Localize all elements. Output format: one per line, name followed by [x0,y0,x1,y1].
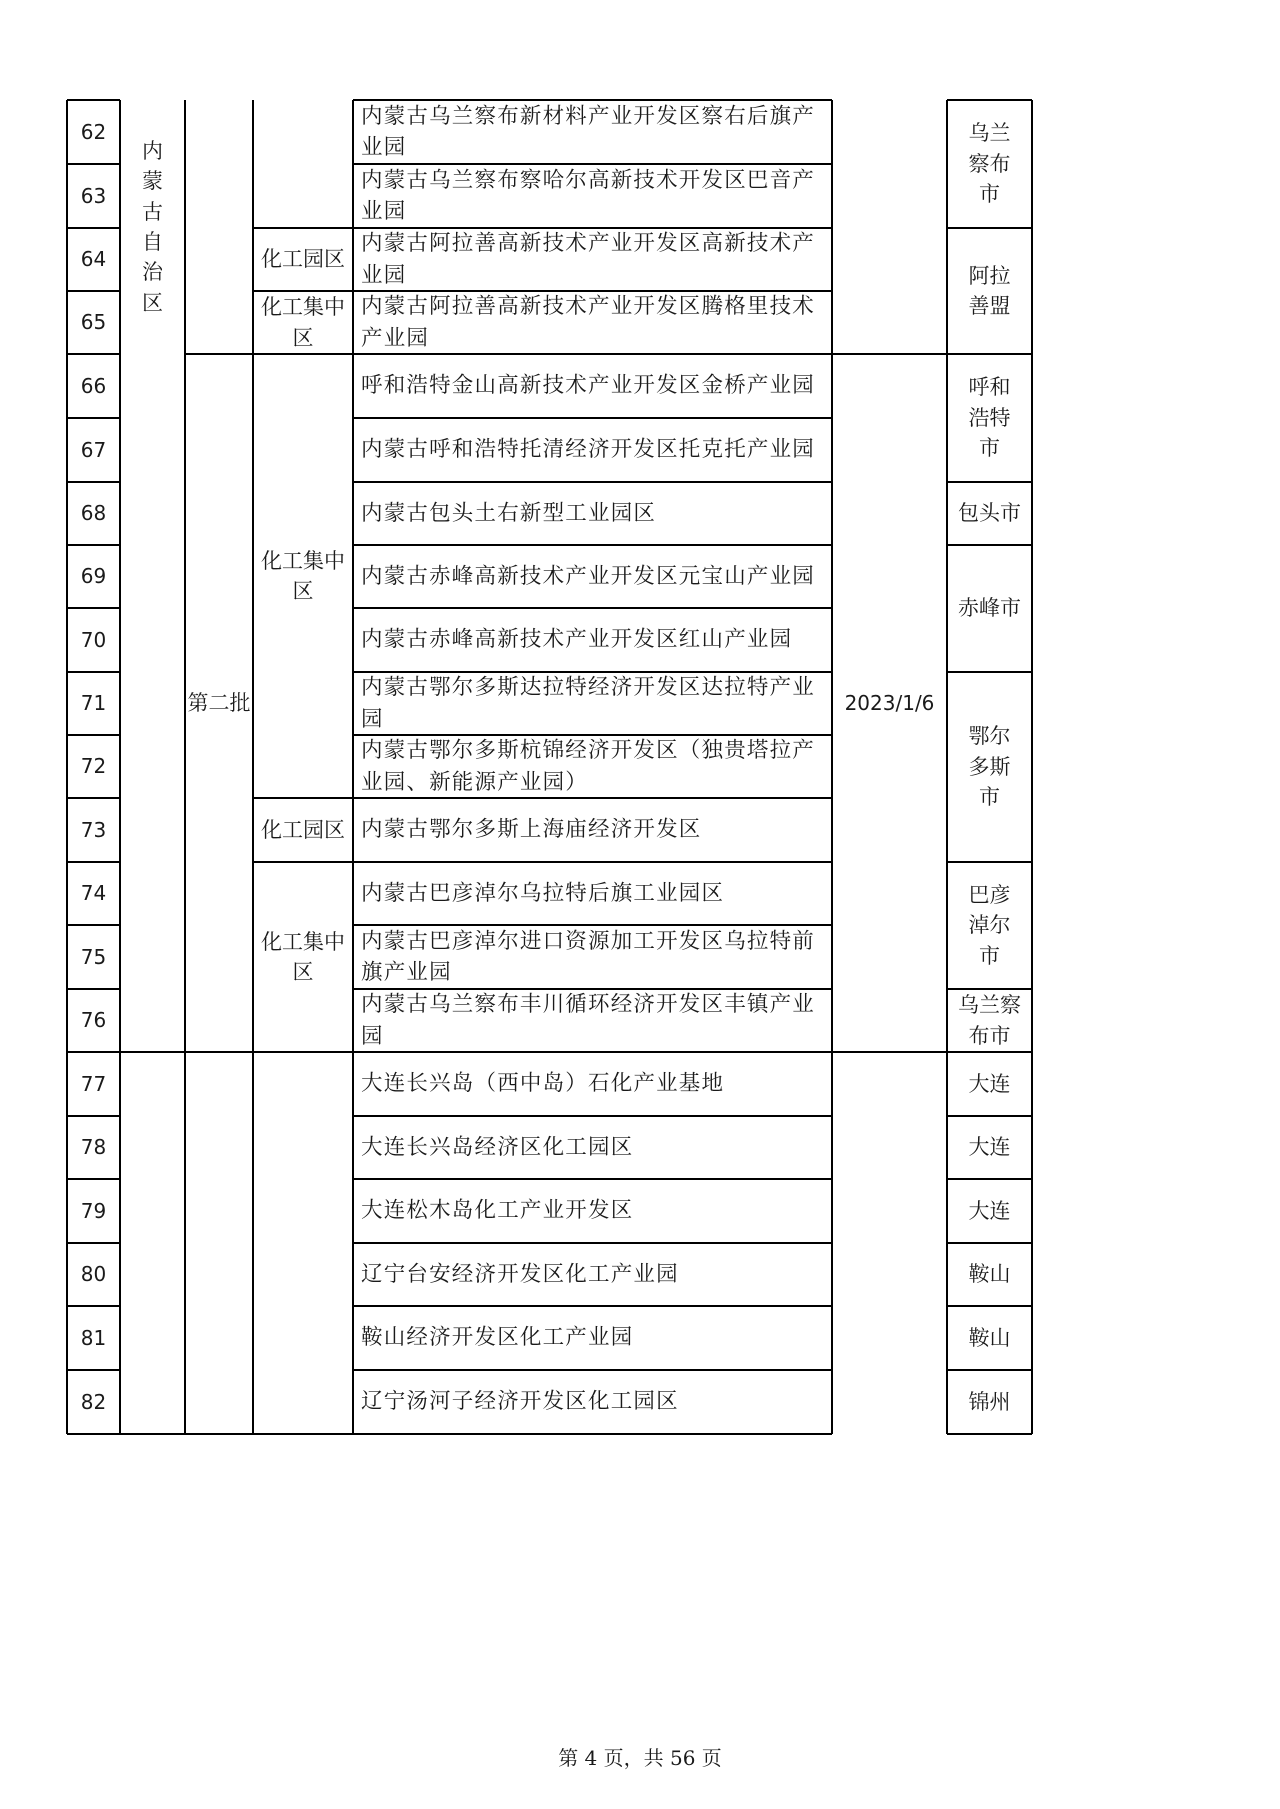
grid-line [353,1305,832,1307]
grid-line [67,734,120,736]
batch-label: 第二批 [187,690,251,715]
grid-line [353,671,832,673]
row-number: 81 [80,1325,107,1350]
grid-line [832,353,947,355]
grid-line [946,100,948,1434]
type-label: 化工集中区 [261,548,345,603]
park-name: 内蒙古鄂尔多斯上海庙经济开发区 [361,817,702,843]
park-name: 鞍山经济开发区化工产业园 [361,1325,634,1351]
grid-line [947,1433,1032,1436]
grid-line [184,100,186,1434]
grid-line [353,1051,832,1053]
row-number: 80 [80,1262,107,1286]
grid-line [253,227,353,229]
grid-line [353,924,832,926]
grid-line [947,1305,1032,1307]
park-name: 内蒙古巴彦淖尔乌拉特后旗工业园区 [361,880,725,906]
park-name: 内蒙古乌兰察布丰川循环经济开发区丰镇产业园 [361,992,816,1049]
park-name: 内蒙古赤峰高新技术产业开发区红山产业园 [361,627,793,653]
grid-line [67,1433,120,1436]
grid-line [353,1115,832,1117]
city-cell [947,989,1032,1052]
grid-line [353,797,832,799]
grid-line [947,1115,1032,1117]
city-cell [947,672,1032,862]
grid-line [947,1051,1032,1053]
row-number: 76 [80,1008,107,1032]
park-name: 辽宁汤河子经济开发区化工园区 [361,1389,679,1415]
city-label: 阿拉善盟 [968,263,1011,318]
row-number: 72 [80,754,107,778]
grid-line [353,353,832,355]
grid-line [253,290,353,292]
grid-line [947,671,1032,673]
grid-line [253,861,353,863]
grid-line [67,988,120,990]
grid-line [185,353,353,355]
grid-line [353,734,832,736]
grid-line [67,290,120,292]
type-cell [253,291,353,354]
park-name: 内蒙古乌兰察布察哈尔高新技术开发区巴音产业园 [361,167,816,224]
city-cell [947,1243,1032,1306]
park-name: 辽宁台安经济开发区化工产业园 [361,1261,679,1287]
date-cell [832,354,947,1052]
grid-line [120,1433,353,1435]
grid-line [67,1305,120,1307]
park-name: 大连长兴岛（西中岛）石化产业基地 [361,1071,725,1097]
grid-line [353,607,832,609]
grid-line [66,100,69,1434]
grid-line [947,99,1032,102]
park-name: 内蒙古鄂尔多斯达拉特经济开发区达拉特产业园 [361,675,816,732]
type-label: 化工集中区 [261,295,345,350]
row-number: 63 [80,183,107,208]
row-number: 64 [80,247,107,271]
grid-line [947,353,1032,355]
grid-line [67,481,120,483]
row-number: 66 [80,373,107,398]
grid-line [947,1242,1032,1244]
city-cell [947,482,1032,545]
city-label: 乌兰察布市 [958,993,1021,1048]
city-cell [947,1052,1032,1116]
city-label: 呼和浩特市 [968,375,1011,461]
type-cell [253,862,353,1052]
grid-line [353,988,832,990]
type-cell [253,354,353,798]
grid-line [947,544,1032,546]
city-label: 鄂尔多斯市 [968,724,1011,810]
grid-line [947,227,1032,229]
park-name: 内蒙古赤峰高新技术产业开发区元宝山产业园 [361,563,816,589]
page-footer: 第 4 页，共 56 页 [558,1746,722,1770]
grid-line [67,417,120,419]
date-label: 2023/1/6 [844,690,935,715]
grid-line [353,1178,832,1180]
grid-line [947,988,1032,990]
grid-line [67,1115,120,1117]
grid-line [67,1178,120,1180]
grid-line [67,1051,120,1053]
grid-line [185,1051,353,1053]
grid-line [120,1051,185,1053]
province-cell [120,100,185,354]
grid-line [67,353,120,355]
grid-line [67,99,120,102]
row-number: 75 [80,944,107,969]
grid-line [67,671,120,673]
grid-line [352,100,354,1434]
grid-line [947,861,1032,863]
type-label: 化工园区 [261,817,345,842]
grid-line [1031,100,1034,1434]
park-name: 内蒙古乌兰察布新材料产业开发区察右后旗产业园 [361,103,816,160]
row-number: 71 [80,691,107,715]
row-number: 68 [80,501,107,525]
park-name: 呼和浩特金山高新技术产业开发区金桥产业园 [361,373,816,399]
city-label: 赤峰市 [958,596,1021,621]
type-label: 化工集中区 [261,929,345,984]
grid-line [252,100,254,1434]
park-name: 内蒙古阿拉善高新技术产业开发区腾格里技术产业园 [361,294,816,351]
grid-line [353,227,832,229]
grid-line [353,290,832,292]
grid-line [353,99,832,102]
type-label: 化工园区 [261,247,345,272]
row-number: 62 [80,119,107,144]
park-name: 内蒙古呼和浩特托清经济开发区托克托产业园 [361,437,816,463]
grid-line [353,1242,832,1244]
grid-line [67,1242,120,1244]
grid-line [67,163,120,165]
park-name: 大连长兴岛经济区化工园区 [361,1134,634,1160]
grid-line [353,544,832,546]
row-number: 74 [80,881,107,905]
city-cell [947,545,1032,672]
type-cell [253,798,353,862]
grid-line [353,163,832,165]
grid-line [832,1051,947,1053]
city-label: 乌兰察布市 [968,121,1011,207]
city-label: 锦州 [968,1389,1011,1414]
grid-line [67,1369,120,1371]
province-label: 内蒙古自治区 [142,138,163,315]
city-label: 巴彦淖尔市 [968,882,1011,968]
grid-line [253,797,353,799]
grid-line [353,417,832,419]
city-label: 鞍山 [968,1262,1011,1287]
city-cell [947,1179,1032,1243]
grid-line [353,481,832,483]
city-label: 大连 [968,1071,1011,1096]
row-number: 79 [80,1198,107,1223]
grid-line [947,1178,1032,1180]
batch-cell [185,354,253,1052]
city-cell [947,1116,1032,1179]
park-name: 内蒙古包头土右新型工业园区 [361,500,657,526]
type-cell [253,228,353,291]
row-number: 69 [80,564,107,588]
row-number: 67 [80,437,107,462]
grid-line [119,100,121,1434]
row-number: 65 [80,310,107,334]
grid-line [947,481,1032,483]
grid-line [831,100,833,1434]
grid-line [67,607,120,609]
grid-line [947,1369,1032,1371]
park-name: 内蒙古鄂尔多斯杭锦经济开发区（独贵塔拉产业园、新能源产业园） [361,738,816,795]
city-cell [947,1306,1032,1370]
city-cell [947,100,1032,228]
city-label: 包头市 [958,501,1021,526]
grid-line [67,544,120,546]
row-number: 77 [80,1071,107,1096]
park-name: 内蒙古阿拉善高新技术产业开发区高新技术产业园 [361,231,816,288]
city-cell [947,1370,1032,1434]
city-cell [947,862,1032,989]
city-cell [947,228,1032,354]
row-number: 78 [80,1135,107,1159]
park-name: 内蒙古巴彦淖尔进口资源加工开发区乌拉特前旗产业园 [361,928,816,985]
grid-line [67,797,120,799]
grid-line [353,1433,832,1436]
grid-line [67,861,120,863]
row-number: 70 [80,627,107,652]
row-number: 82 [80,1389,107,1414]
city-label: 大连 [968,1135,1011,1160]
grid-line [67,924,120,926]
row-number: 73 [80,817,107,842]
city-label: 大连 [968,1198,1011,1223]
grid-line [67,227,120,229]
grid-line [353,861,832,863]
park-name: 大连松木岛化工产业开发区 [361,1198,634,1224]
city-cell [947,354,1032,482]
city-label: 鞍山 [968,1325,1011,1350]
grid-line [353,1369,832,1371]
